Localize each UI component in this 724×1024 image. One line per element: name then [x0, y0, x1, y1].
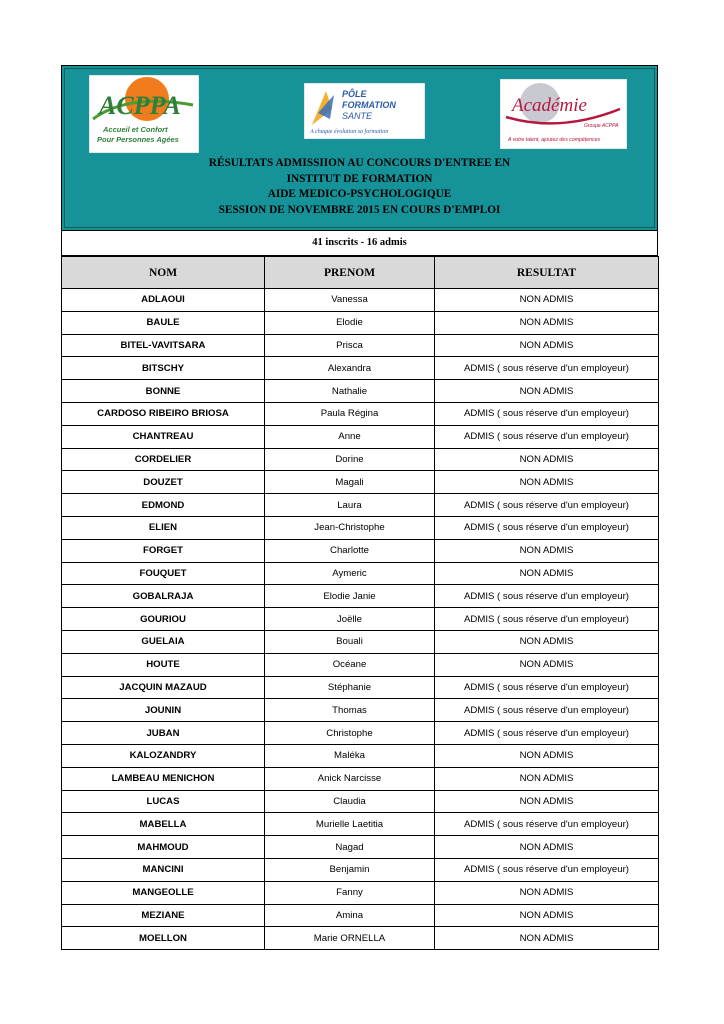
pole-tagline: A chaque évolution sa formation: [310, 129, 389, 135]
nom-cell: GOURIOU: [62, 608, 265, 631]
title-line-2: INSTITUT DE FORMATION: [286, 172, 433, 185]
prenom-cell: Benjamin: [265, 858, 435, 881]
nom-cell: ELIEN: [62, 516, 265, 539]
resultat-cell: ADMIS ( sous réserve d'un employeur): [435, 858, 659, 881]
table-row: [62, 516, 659, 539]
resultat-cell: NON ADMIS: [435, 380, 659, 403]
prenom-cell: Jean-Christophe: [265, 516, 435, 539]
nom-cell: GOBALRAJA: [62, 585, 265, 608]
resultat-cell: NON ADMIS: [435, 630, 659, 653]
prenom-cell: Prisca: [265, 334, 435, 357]
results-sheet: [61, 65, 658, 950]
table-row: [62, 585, 659, 608]
prenom-cell: Anick Narcisse: [265, 767, 435, 790]
nom-cell: LUCAS: [62, 790, 265, 813]
nom-cell: CORDELIER: [62, 448, 265, 471]
table-row: [62, 881, 659, 904]
pole-line2: FORMATION: [342, 100, 396, 110]
table-row: [62, 494, 659, 517]
title-line-3: AIDE MEDICO-PSYCHOLOGIQUE: [267, 188, 452, 200]
prenom-cell: Marie ORNELLA: [265, 927, 435, 950]
resultat-cell: NON ADMIS: [435, 289, 659, 312]
table-row: [62, 927, 659, 950]
table-row: [62, 653, 659, 676]
prenom-cell: Maléka: [265, 744, 435, 767]
prenom-cell: Stéphanie: [265, 676, 435, 699]
title-line-1: RÉSULTATS ADMISSIION AU CONCOURS D'ENTREE EN: [208, 157, 511, 169]
table-row: [62, 676, 659, 699]
prenom-cell: Nathalie: [265, 380, 435, 403]
acppa-logo: [89, 75, 199, 153]
prenom-cell: Alexandra: [265, 357, 435, 380]
table-row: [62, 744, 659, 767]
resultat-cell: NON ADMIS: [435, 471, 659, 494]
resultat-cell: NON ADMIS: [435, 927, 659, 950]
academie-logo-graphic: [500, 79, 627, 149]
academie-group: Groupe ACPPA: [584, 123, 619, 129]
prenom-cell: Laura: [265, 494, 435, 517]
header-banner: [61, 65, 658, 231]
resultat-cell: NON ADMIS: [435, 881, 659, 904]
nom-cell: GUELAIA: [62, 630, 265, 653]
resultat-cell: NON ADMIS: [435, 539, 659, 562]
nom-cell: KALOZANDRY: [62, 744, 265, 767]
table-row: [62, 311, 659, 334]
prenom-cell: Elodie Janie: [265, 585, 435, 608]
nom-cell: MAHMOUD: [62, 836, 265, 859]
nom-cell: BITEL-VAVITSARA: [62, 334, 265, 357]
page-title: [62, 156, 657, 218]
prenom-cell: Nagad: [265, 836, 435, 859]
nom-cell: FOUQUET: [62, 562, 265, 585]
prenom-cell: Charlotte: [265, 539, 435, 562]
nom-cell: CHANTREAU: [62, 425, 265, 448]
table-row: [62, 448, 659, 471]
results-table: [61, 256, 659, 950]
table-row: [62, 380, 659, 403]
prenom-cell: Claudia: [265, 790, 435, 813]
resultat-cell: ADMIS ( sous réserve d'un employeur): [435, 494, 659, 517]
nom-cell: HOUTE: [62, 653, 265, 676]
pole-formation-logo: [304, 83, 425, 139]
prenom-cell: Magali: [265, 471, 435, 494]
nom-cell: JUBAN: [62, 722, 265, 745]
prenom-cell: Vanessa: [265, 289, 435, 312]
acppa-line1: Accueil et Confort: [103, 125, 168, 134]
prenom-cell: Bouali: [265, 630, 435, 653]
table-row: [62, 425, 659, 448]
prenom-cell: Amina: [265, 904, 435, 927]
resultat-cell: ADMIS ( sous réserve d'un employeur): [435, 722, 659, 745]
nom-cell: BITSCHY: [62, 357, 265, 380]
resultat-cell: ADMIS ( sous réserve d'un employeur): [435, 402, 659, 425]
resultat-cell: ADMIS ( sous réserve d'un employeur): [435, 699, 659, 722]
nom-cell: MANGEOLLE: [62, 881, 265, 904]
table-row: [62, 402, 659, 425]
resultat-cell: NON ADMIS: [435, 744, 659, 767]
table-row: [62, 630, 659, 653]
prenom-cell: Thomas: [265, 699, 435, 722]
nom-cell: MABELLA: [62, 813, 265, 836]
resultat-cell: NON ADMIS: [435, 790, 659, 813]
nom-cell: FORGET: [62, 539, 265, 562]
table-row: [62, 539, 659, 562]
table-row: [62, 562, 659, 585]
table-row: [62, 357, 659, 380]
prenom-cell: Anne: [265, 425, 435, 448]
nom-cell: JACQUIN MAZAUD: [62, 676, 265, 699]
nom-cell: MANCINI: [62, 858, 265, 881]
resultat-cell: NON ADMIS: [435, 767, 659, 790]
table-row: [62, 767, 659, 790]
nom-cell: DOUZET: [62, 471, 265, 494]
column-header-prenom: PRENOM: [265, 257, 435, 289]
resultat-cell: ADMIS ( sous réserve d'un employeur): [435, 516, 659, 539]
prenom-cell: Christophe: [265, 722, 435, 745]
prenom-cell: Elodie: [265, 311, 435, 334]
acppa-logo-graphic: [89, 75, 199, 153]
pole-line3: SANTE: [342, 111, 373, 121]
prenom-cell: Aymeric: [265, 562, 435, 585]
resultat-cell: ADMIS ( sous réserve d'un employeur): [435, 357, 659, 380]
resultat-cell: ADMIS ( sous réserve d'un employeur): [435, 608, 659, 631]
title-line-4: SESSION DE NOVEMBRE 2015 EN COURS D'EMPLOI: [218, 203, 501, 216]
table-row: [62, 699, 659, 722]
academie-tagline: A votre talent, ajoutez des compétences: [508, 137, 601, 143]
resultat-cell: NON ADMIS: [435, 836, 659, 859]
acppa-wordmark: ACPPA: [99, 91, 181, 120]
nom-cell: BAULE: [62, 311, 265, 334]
pole-line1: PÔLE: [342, 89, 367, 99]
prenom-cell: Murielle Laetitia: [265, 813, 435, 836]
table-row: [62, 289, 659, 312]
table-row: [62, 836, 659, 859]
resultat-cell: ADMIS ( sous réserve d'un employeur): [435, 813, 659, 836]
prenom-cell: Dorine: [265, 448, 435, 471]
nom-cell: MOELLON: [62, 927, 265, 950]
acppa-line2: Pour Personnes Agées: [97, 135, 179, 144]
nom-cell: EDMOND: [62, 494, 265, 517]
resultat-cell: NON ADMIS: [435, 653, 659, 676]
nom-cell: MEZIANE: [62, 904, 265, 927]
nom-cell: LAMBEAU MENICHON: [62, 767, 265, 790]
resultat-cell: ADMIS ( sous réserve d'un employeur): [435, 676, 659, 699]
table-row: [62, 608, 659, 631]
table-row: [62, 813, 659, 836]
resultat-cell: NON ADMIS: [435, 311, 659, 334]
prenom-cell: Fanny: [265, 881, 435, 904]
resultat-cell: NON ADMIS: [435, 448, 659, 471]
resultat-cell: NON ADMIS: [435, 904, 659, 927]
nom-cell: CARDOSO RIBEIRO BRIOSA: [62, 402, 265, 425]
nom-cell: BONNE: [62, 380, 265, 403]
resultat-cell: ADMIS ( sous réserve d'un employeur): [435, 425, 659, 448]
table-row: [62, 334, 659, 357]
prenom-cell: Joëlle: [265, 608, 435, 631]
column-header-nom: NOM: [62, 257, 265, 289]
resultat-cell: NON ADMIS: [435, 562, 659, 585]
column-header-resultat: RESULTAT: [435, 257, 659, 289]
table-row: [62, 471, 659, 494]
prenom-cell: Océane: [265, 653, 435, 676]
academie-logo: [500, 79, 627, 149]
prenom-cell: Paula Régina: [265, 402, 435, 425]
resultat-cell: NON ADMIS: [435, 334, 659, 357]
pole-formation-logo-graphic: [304, 83, 425, 139]
table-body: [62, 289, 659, 950]
table-row: [62, 790, 659, 813]
table-row: [62, 904, 659, 927]
nom-cell: ADLAOUI: [62, 289, 265, 312]
counts-summary: 41 inscrits - 16 admis: [61, 231, 658, 256]
academie-wordmark: Académie: [512, 95, 587, 116]
table-row: [62, 722, 659, 745]
table-row: [62, 858, 659, 881]
table-header-row: [62, 257, 659, 289]
resultat-cell: ADMIS ( sous réserve d'un employeur): [435, 585, 659, 608]
nom-cell: JOUNIN: [62, 699, 265, 722]
